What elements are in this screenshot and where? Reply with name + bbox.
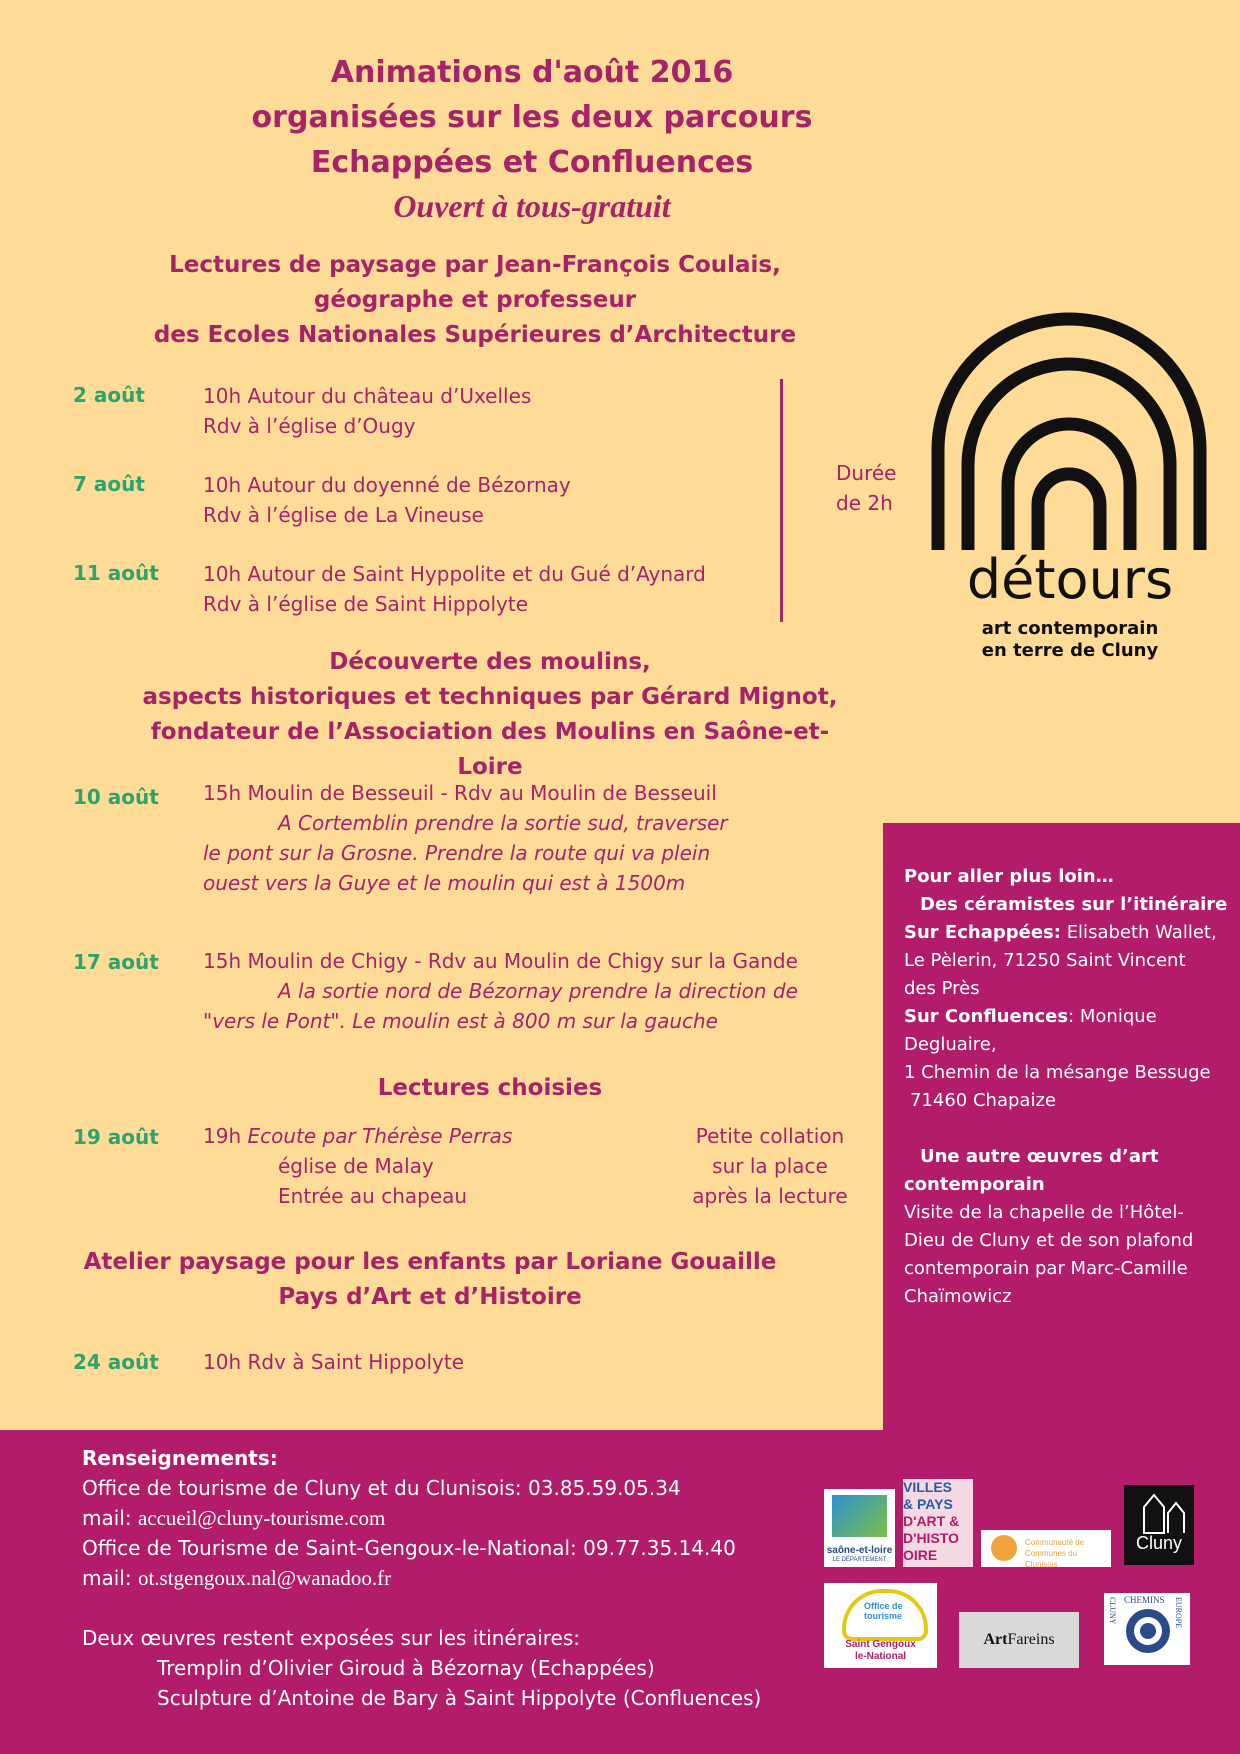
footer-work: Tremplin d’Olivier Giroud à Bézornay (Echappées) (157, 1656, 655, 1680)
chemins-logo-text: CHEMINS (1124, 1595, 1165, 1605)
event-line: Rdv à l’église de Saint Hippolyte (203, 592, 529, 616)
sidebar-content (904, 863, 1234, 1311)
communaute-logo-text: Communes du Clunisois (1025, 1549, 1078, 1569)
villes-logo-text: VILLES (903, 1479, 953, 1495)
event-date: 17 août (73, 950, 159, 974)
sidebar-other-heading: Une autre œuvres d’art (920, 1146, 1159, 1167)
sidebar-text: contemporain par Marc-Camille (904, 1258, 1188, 1279)
sidebar-text: : Monique (1068, 1006, 1157, 1027)
event-line: Rdv à l’église de La Vineuse (203, 503, 484, 527)
section2-heading-line-1: Découverte des moulins, (329, 649, 651, 675)
event-date: 7 août (73, 472, 145, 496)
event-line: 10h Autour du doyenné de Bézornay (203, 473, 571, 497)
event-details (203, 470, 571, 530)
event-line: Entrée au chapeau (278, 1184, 468, 1208)
section2-heading-line-2: aspects historiques et techniques par Gérard Mignot, (142, 684, 838, 710)
artfareins-logo (959, 1612, 1079, 1668)
duration-line: Durée (836, 461, 897, 485)
sidebar-text: des Près (904, 978, 980, 999)
event-time: 19h (203, 1124, 242, 1148)
section1-heading (140, 248, 810, 353)
section1-heading-line-2: géographe et professeur (313, 287, 637, 313)
sidebar-label: Sur Echappées: (904, 922, 1061, 943)
event-date: 19 août (73, 1125, 159, 1149)
collation-line: après la lecture (692, 1184, 848, 1208)
event-details (203, 1121, 512, 1211)
detours-logo-tagline: en terre de Cluny (981, 640, 1159, 661)
detours-logo-word: détours (966, 548, 1174, 611)
event-line: Rdv à l’église d’Ougy (203, 414, 416, 438)
sidebar-other-heading: contemporain (904, 1174, 1045, 1195)
event-directions: A la sortie nord de Bézornay prendre la direction de (278, 979, 798, 1003)
footer-mail-label: mail: (82, 1506, 138, 1530)
villes-logo-text: OIRE (903, 1547, 938, 1563)
event-details (203, 946, 798, 1036)
section4-heading (80, 1245, 780, 1315)
footer-office: Office de Tourisme de Saint-Gengoux-le-National: 09.77.35.14.40 (82, 1536, 736, 1560)
cluny-tower-icon (1124, 1485, 1194, 1535)
section1-heading-line-1: Lectures de paysage par Jean-François Coulais, (169, 252, 781, 278)
footer-works-title: Deux œuvres restent exposées sur les itinéraires: (82, 1626, 580, 1650)
sidebar-text: Degluaire, (904, 1034, 997, 1055)
event-date: 11 août (73, 561, 159, 585)
sidebar-label: Sur Confluences (904, 1006, 1069, 1027)
event-date: 2 août (73, 383, 145, 407)
sidebar-text: Visite de la chapelle de l’Hôtel- (904, 1202, 1184, 1223)
section4-heading-line-2: Pays d’Art et d’Histoire (278, 1284, 582, 1310)
artfareins-logo-text: Fareins (1007, 1631, 1055, 1648)
communaute-logo-text: Communauté de (1025, 1538, 1085, 1547)
communaute-communes-logo (981, 1530, 1111, 1567)
footer-title: Renseignements: (82, 1446, 278, 1470)
event-directions: le pont sur la Grosne. Prendre la route qui va plein (203, 841, 711, 865)
saone-et-loire-logo (824, 1489, 895, 1567)
event-line: 10h Rdv à Saint Hippolyte (203, 1350, 465, 1374)
page-title (200, 50, 864, 185)
villes-logo-text: D'ART & (903, 1513, 960, 1529)
event-title: Ecoute par Thérèse Perras (247, 1124, 513, 1148)
villes-logo-text: D'HISTO (903, 1530, 959, 1546)
event-details (203, 559, 706, 619)
arches-icon (920, 300, 1220, 570)
chemins-logo-text: CLUNY (1108, 1597, 1117, 1625)
event-line: 15h Moulin de Besseuil - Rdv au Moulin de Besseuil (203, 781, 717, 805)
event-date: 24 août (73, 1350, 159, 1374)
event-line: 15h Moulin de Chigy - Rdv au Moulin de Chigy sur la Gande (203, 949, 798, 973)
ot-logo-text: le-National (854, 1651, 907, 1662)
cluny-logo (1124, 1485, 1194, 1565)
event-line: 10h Autour de Saint Hyppolite et du Gué d’Aynard (203, 562, 706, 586)
event-details (203, 381, 531, 441)
event-date: 10 août (73, 785, 159, 809)
footer-office: Office de tourisme de Cluny et du Clunisois: 03.85.59.05.34 (82, 1476, 681, 1500)
footer-mail-label: mail: (82, 1566, 138, 1590)
collation-line: Petite collation (695, 1124, 845, 1148)
section2-heading-line-3: fondateur de l’Association des Moulins en Saône-et-Loire (150, 719, 830, 780)
duration-divider (780, 379, 783, 622)
office-tourisme-saint-gengoux-logo (824, 1583, 937, 1668)
sidebar-text: Dieu de Cluny et de son plafond (904, 1230, 1194, 1251)
ot-logo-text: Saint Gengoux (845, 1639, 916, 1650)
event-line: église de Malay (278, 1154, 434, 1178)
title-line-3: Echappées et Confluences (310, 145, 754, 180)
saone-logo-subtext: LE DÉPARTEMENT (832, 1557, 887, 1563)
sidebar-text: Elisabeth Wallet, (1066, 922, 1217, 943)
detours-logo-tagline: art contemporain (981, 618, 1159, 639)
collation-line: sur la place (712, 1154, 828, 1178)
footer-email-link[interactable]: ot.stgengoux.nal@wanadoo.fr (137, 1566, 392, 1590)
event-directions: ouest vers la Guye et le moulin qui est à 1500m (203, 871, 686, 895)
sidebar-text: Chaïmowicz (904, 1286, 1012, 1307)
collation-note (680, 1121, 860, 1211)
event-directions: A Cortemblin prendre la sortie sud, traverser (278, 811, 728, 835)
event-details (203, 778, 728, 898)
section1-heading-line-3: des Ecoles Nationales Supérieures d’Architecture (153, 322, 797, 348)
duration-line: de 2h (836, 491, 893, 515)
sidebar-title: Pour aller plus loin… (904, 866, 1114, 887)
subtitle: Ouvert à tous-gratuit (393, 188, 671, 224)
event-directions: "vers le Pont". Le moulin est à 800 m sur la gauche (203, 1009, 718, 1033)
footer-work: Sculpture d’Antoine de Bary à Saint Hippolyte (Confluences) (157, 1686, 762, 1710)
ot-logo-text: Office de (864, 1601, 903, 1611)
chemins-europe-logo (1104, 1593, 1190, 1665)
artfareins-logo-text: Art (983, 1631, 1008, 1648)
chemins-logo-text: EUROPE (1174, 1597, 1183, 1629)
section3-heading: Lectures choisies (377, 1075, 603, 1101)
ot-logo-text: tourisme (864, 1611, 903, 1621)
section2-heading (120, 645, 860, 785)
villes-pays-art-histoire-logo (903, 1479, 973, 1567)
detours-logo (920, 300, 1220, 670)
saone-logo-text: saône-et-loire (826, 1545, 893, 1556)
section4-heading-line-1: Atelier paysage pour les enfants par Loriane Gouaille (83, 1249, 777, 1275)
title-line-1: Animations d'août 2016 (330, 55, 734, 90)
event-line: 10h Autour du château d’Uxelles (203, 384, 532, 408)
villes-logo-text: & PAYS (903, 1496, 953, 1512)
duration-note (836, 458, 896, 518)
sidebar-text: Le Pèlerin, 71250 Saint Vincent (904, 950, 1186, 971)
title-line-2: organisées sur les deux parcours (251, 100, 813, 135)
sidebar-text: 71460 Chapaize (910, 1090, 1056, 1111)
footer-email-link[interactable]: accueil@cluny-tourisme.com (137, 1506, 386, 1530)
cluny-logo-text: Cluny (1135, 1533, 1183, 1553)
sidebar-ceramists-heading: Des céramistes sur l’itinéraire (920, 894, 1228, 915)
orange-circle-icon (991, 1535, 1017, 1561)
footer-info (82, 1443, 842, 1713)
sidebar-text: 1 Chemin de la mésange Bessuge (904, 1062, 1211, 1083)
